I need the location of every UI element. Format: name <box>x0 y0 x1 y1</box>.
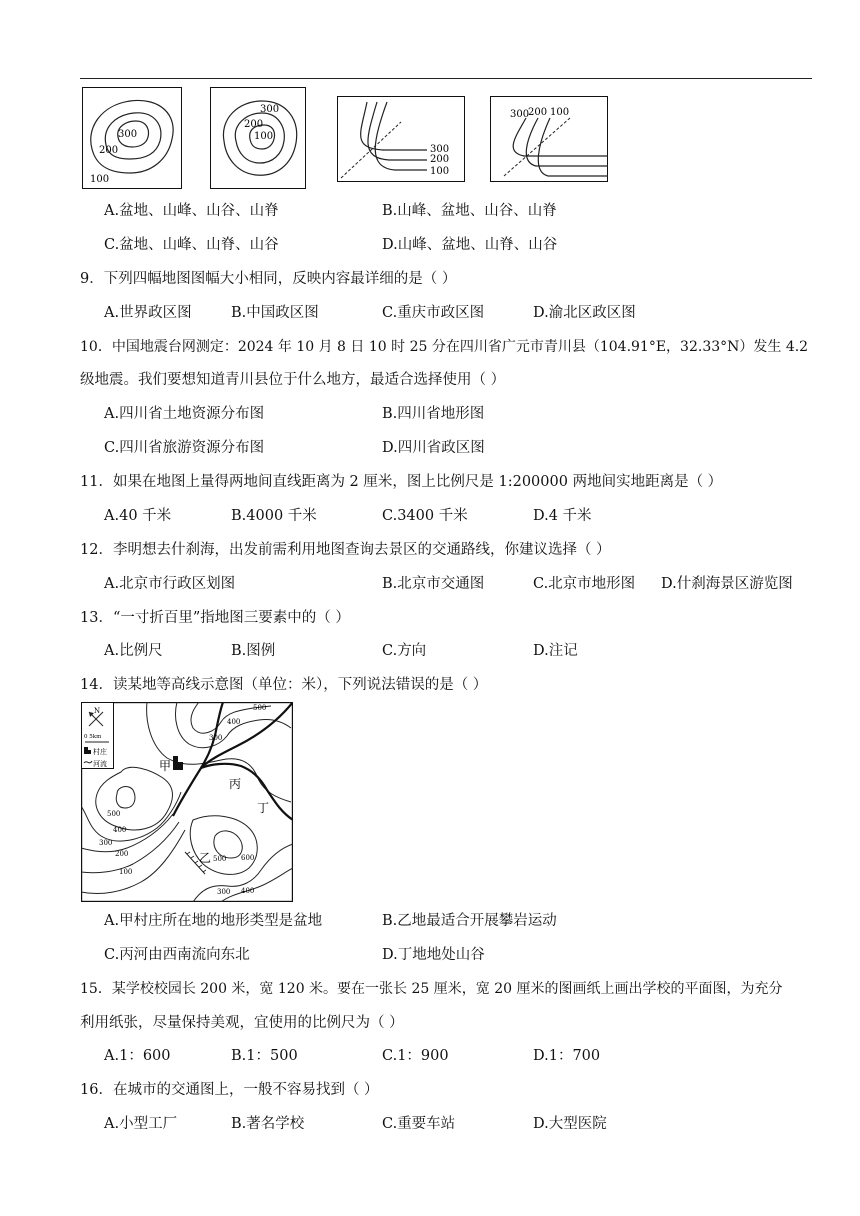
option-text: 丙河由西南流向东北 <box>119 947 250 963</box>
option[interactable] <box>231 303 319 323</box>
option[interactable] <box>382 1114 455 1134</box>
option-letter: D. <box>533 643 549 659</box>
option-text: 四川省政区图 <box>397 440 485 456</box>
option-text: 丁地地处山谷 <box>397 947 485 963</box>
contour-label: 300 <box>209 734 223 742</box>
place-label: 丁 <box>257 801 270 815</box>
option[interactable] <box>382 404 484 424</box>
option-text: 北京市交通图 <box>397 576 485 592</box>
contour-figure-3 <box>337 96 465 182</box>
question-stem: 9．下列四幅地图图幅大小相同，反映内容最详细的是（ ） <box>80 271 457 287</box>
option[interactable] <box>104 235 279 255</box>
option-letter: B. <box>231 508 247 524</box>
option-text: 3400 千米 <box>397 508 468 524</box>
option-letter: C. <box>382 643 398 659</box>
option[interactable] <box>104 641 163 661</box>
contour-label: 100 <box>254 131 274 142</box>
option[interactable] <box>533 506 592 526</box>
option[interactable] <box>104 911 322 931</box>
question-stem: 13．“一寸折百里”指地图三要素中的（ ） <box>80 610 350 626</box>
option-letter: B. <box>382 913 398 929</box>
option-letter: B. <box>231 305 247 321</box>
legend-river: 河流 <box>93 760 107 768</box>
option[interactable] <box>231 506 317 526</box>
option[interactable] <box>104 945 250 965</box>
option[interactable] <box>533 641 578 661</box>
option-text: 4000 千米 <box>246 508 317 524</box>
option[interactable] <box>382 506 468 526</box>
option-text: 盆地、山峰、山脊、山谷 <box>119 237 279 253</box>
option[interactable] <box>104 506 171 526</box>
contour-label: 500 <box>107 810 121 818</box>
option-letter: A. <box>104 643 120 659</box>
topographic-map <box>81 702 293 902</box>
option-letter: C. <box>382 1116 398 1132</box>
place-label: 丙 <box>229 777 242 791</box>
contour-label: 100 <box>90 174 110 185</box>
option-letter: B. <box>231 1116 247 1132</box>
option-letter: A. <box>104 305 120 321</box>
option[interactable] <box>382 235 557 255</box>
contour-figure-1 <box>82 87 182 189</box>
contour-label: 200 <box>115 850 129 858</box>
contour-label: 100 <box>119 868 133 876</box>
contour-label: 200 <box>430 154 450 165</box>
contour-label: 200 <box>244 119 264 130</box>
north-label: N <box>94 707 101 715</box>
contour-label: 200 <box>99 145 119 156</box>
option-text: 山峰、盆地、山谷、山脊 <box>397 203 557 219</box>
question-stem: 11．如果在地图上量得两地间直线距离为 2 厘米，图上比例尺是 1:200000 两地间实地距离是（ ） <box>80 474 723 490</box>
question-stem: 级地震。我们要想知道青川县位于什么地方，最适合选择使用（ ） <box>80 372 506 388</box>
option-letter: D. <box>533 305 549 321</box>
option-text: 盆地、山峰、山谷、山脊 <box>119 203 279 219</box>
option-text: 重庆市政区图 <box>397 305 485 321</box>
scale-label: 0 5km <box>84 734 102 740</box>
contour-label: 300 <box>260 104 280 115</box>
option-text: 北京市地形图 <box>548 576 636 592</box>
option-text: 什刹海景区游览图 <box>676 576 793 592</box>
option[interactable] <box>104 574 235 594</box>
option[interactable] <box>104 404 264 424</box>
option-text: 1：500 <box>246 1048 298 1064</box>
option-letter: D. <box>533 508 549 524</box>
option[interactable] <box>382 303 484 323</box>
option-letter: A. <box>104 203 120 219</box>
option-letter: D. <box>382 237 398 253</box>
option-text: 1：700 <box>548 1048 601 1064</box>
option-text: 渝北区政区图 <box>548 305 636 321</box>
option-text: 图例 <box>246 643 276 659</box>
option-letter: C. <box>533 576 549 592</box>
option[interactable] <box>533 574 635 594</box>
option-letter: B. <box>382 576 398 592</box>
contour-figure-2 <box>210 87 306 189</box>
option[interactable] <box>661 574 793 594</box>
contour-label: 300 <box>99 839 113 847</box>
question-stem: 利用纸张，尽量保持美观，宜使用的比例尺为（ ） <box>80 1015 404 1031</box>
option[interactable] <box>104 201 279 221</box>
contour-label: 400 <box>241 887 255 895</box>
village-marker-icon <box>173 756 183 770</box>
option[interactable] <box>104 1046 171 1066</box>
option-text: 小型工厂 <box>119 1116 178 1132</box>
option[interactable] <box>533 1046 600 1066</box>
option-text: 1：900 <box>397 1048 449 1064</box>
option-letter: A. <box>104 913 120 929</box>
option-text: 北京市行政区划图 <box>119 576 236 592</box>
option-text: 四川省土地资源分布图 <box>119 406 265 422</box>
option-text: 中国政区图 <box>246 305 319 321</box>
option[interactable] <box>104 438 264 458</box>
option-text: 著名学校 <box>246 1116 305 1132</box>
option-letter: A. <box>104 1048 120 1064</box>
option-letter: D. <box>533 1116 549 1132</box>
option[interactable] <box>382 945 485 965</box>
option[interactable] <box>104 1114 177 1134</box>
option[interactable] <box>533 1114 607 1134</box>
option-letter: C. <box>104 237 120 253</box>
contour-figure-4 <box>490 96 608 182</box>
option-letter: B. <box>231 643 247 659</box>
option[interactable] <box>382 574 484 594</box>
option-text: 甲村庄所在地的地形类型是盆地 <box>119 913 323 929</box>
option-letter: D. <box>661 576 677 592</box>
option[interactable] <box>104 303 192 323</box>
option-text: 4 千米 <box>548 508 592 524</box>
contour-label: 400 <box>113 826 127 834</box>
option-letter: B. <box>382 406 398 422</box>
option-letter: C. <box>382 508 398 524</box>
contour-label: 600 <box>241 854 255 862</box>
option-letter: D. <box>382 947 398 963</box>
option[interactable] <box>382 911 557 931</box>
contour-label: 500 <box>213 855 227 863</box>
option[interactable] <box>231 1046 298 1066</box>
option-letter: A. <box>104 406 120 422</box>
contour-label: 400 <box>227 718 241 726</box>
contour-label: 500 <box>253 704 267 712</box>
contour-label: 100 <box>430 166 450 177</box>
option-letter: A. <box>104 576 120 592</box>
option-text: 40 千米 <box>119 508 172 524</box>
option-text: 四川省旅游资源分布图 <box>119 440 265 456</box>
option[interactable] <box>533 303 636 323</box>
option-text: 四川省地形图 <box>397 406 485 422</box>
contour-label: 300 <box>430 144 450 155</box>
option-letter: D. <box>533 1048 549 1064</box>
option[interactable] <box>382 1046 449 1066</box>
option-text: 方向 <box>397 643 427 659</box>
header-rule <box>80 78 812 79</box>
contour-label: 200 <box>528 107 548 118</box>
question-stem: 10．中国地震台网测定：2024 年 10 月 8 日 10 时 25 分在四川省广元市青川县（104.91°E，32.33°N）发生 4.2 <box>80 339 809 355</box>
option[interactable] <box>382 641 426 661</box>
question-stem: 16．在城市的交通图上，一般不容易找到（ ） <box>80 1082 379 1098</box>
option[interactable] <box>382 438 485 458</box>
option-letter: C. <box>382 305 398 321</box>
option-letter: C. <box>104 440 120 456</box>
contour-label: 100 <box>550 107 570 118</box>
option-text: 山峰、盆地、山脊、山谷 <box>397 237 558 253</box>
option-letter: C. <box>104 947 120 963</box>
option-letter: B. <box>231 1048 247 1064</box>
place-label: 乙 <box>199 851 212 865</box>
option-text: 重要车站 <box>397 1116 456 1132</box>
question-stem: 15．某学校校园长 200 米，宽 120 米。要在一张长 25 厘米，宽 20 厘米的图画纸上画出学校的平面图，为充分 <box>80 981 783 997</box>
legend-village: 村庄 <box>93 748 107 756</box>
option[interactable] <box>231 1114 304 1134</box>
option-text: 乙地最适合开展攀岩运动 <box>397 913 557 929</box>
option[interactable] <box>231 641 275 661</box>
option-text: 注记 <box>548 643 578 659</box>
option-text: 世界政区图 <box>119 305 192 321</box>
option-text: 比例尺 <box>119 643 163 659</box>
option-letter: B. <box>382 203 398 219</box>
option-text: 大型医院 <box>548 1116 607 1132</box>
option-letter: A. <box>104 1116 120 1132</box>
contour-label: 300 <box>118 129 138 140</box>
question-stem: 14．读某地等高线示意图（单位：米），下列说法错误的是（ ） <box>80 677 488 693</box>
option[interactable] <box>382 201 557 221</box>
option-text: 1：600 <box>119 1048 171 1064</box>
contour-label: 300 <box>217 888 231 896</box>
option-letter: C. <box>382 1048 398 1064</box>
place-label: 甲 <box>159 759 172 773</box>
option-letter: D. <box>382 440 398 456</box>
contour-label: 300 <box>510 109 530 120</box>
option-letter: A. <box>104 508 120 524</box>
question-stem: 12．李明想去什刹海，出发前需利用地图查询去景区的交通路线，你建议选择（ ） <box>80 542 611 558</box>
